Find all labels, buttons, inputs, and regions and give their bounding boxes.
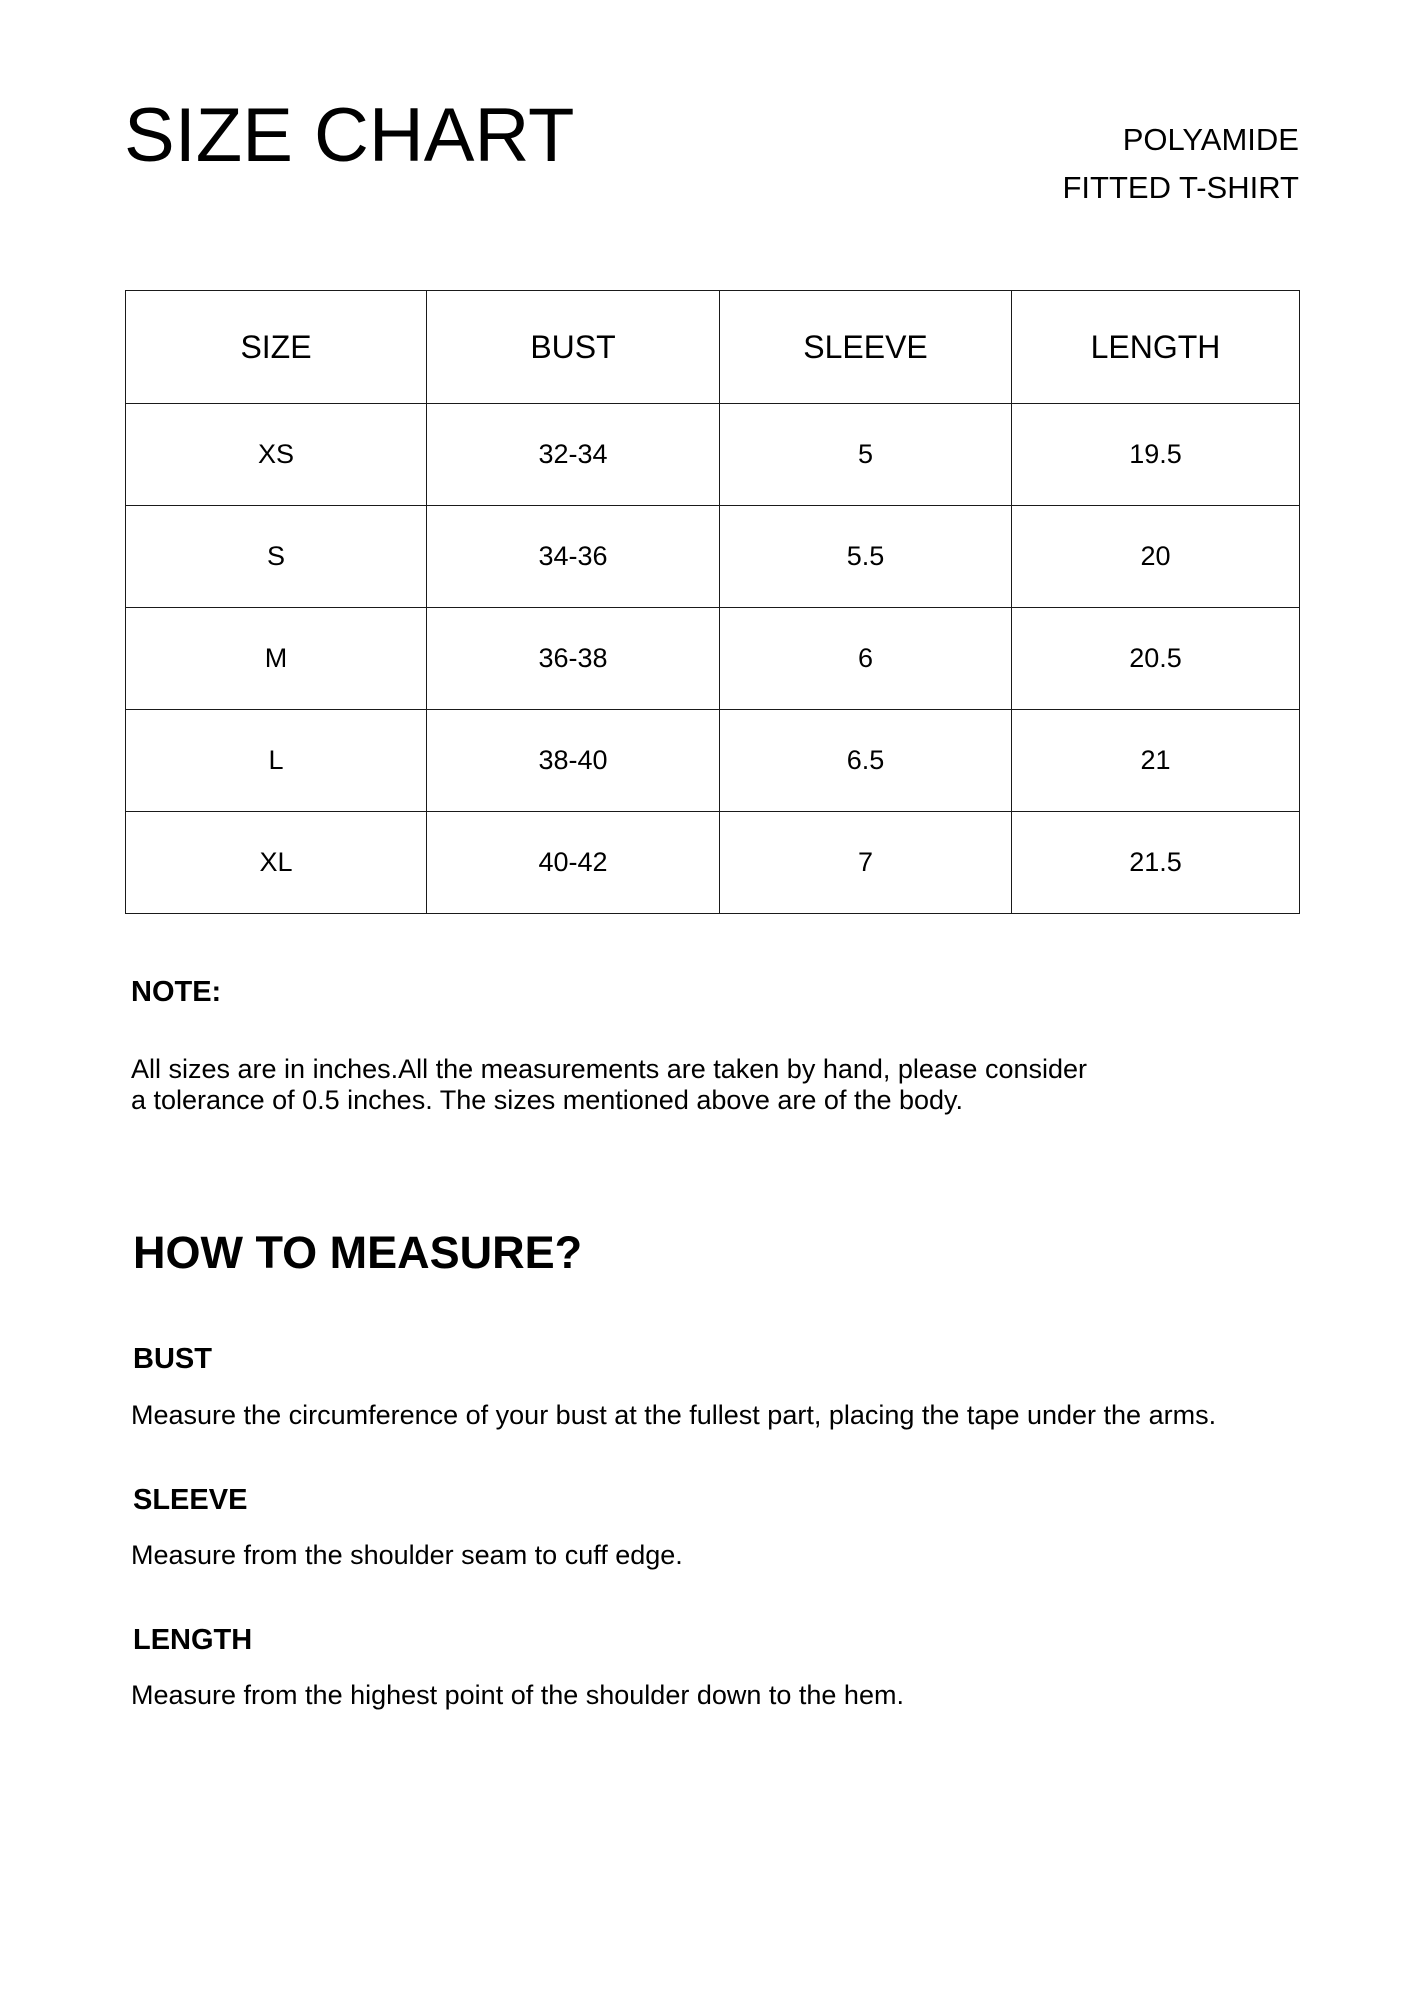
note-label: NOTE: (131, 976, 222, 1008)
cell-size: XS (126, 404, 427, 506)
bust-heading: BUST (133, 1343, 212, 1375)
page-title: SIZE CHART (124, 93, 575, 178)
table-header-row (126, 291, 1300, 404)
cell-size: M (126, 608, 427, 710)
cell-size: XL (126, 812, 427, 914)
column-header-length: LENGTH (1012, 291, 1300, 404)
cell-bust: 40-42 (427, 812, 720, 914)
cell-sleeve: 5.5 (720, 506, 1012, 608)
length-heading: LENGTH (133, 1624, 253, 1656)
cell-length: 19.5 (1012, 404, 1300, 506)
cell-length: 21 (1012, 710, 1300, 812)
column-header-bust: BUST (427, 291, 720, 404)
product-material: POLYAMIDE (1122, 122, 1299, 157)
table-row (126, 710, 1300, 812)
column-header-size: SIZE (126, 291, 427, 404)
product-name (1062, 116, 1299, 212)
cell-size: S (126, 506, 427, 608)
sleeve-instructions: Measure from the shoulder seam to cuff edge. (131, 1540, 683, 1570)
column-header-sleeve: SLEEVE (720, 291, 1012, 404)
cell-sleeve: 7 (720, 812, 1012, 914)
note-text (131, 1054, 1211, 1116)
cell-sleeve: 6.5 (720, 710, 1012, 812)
how-to-measure-heading: HOW TO MEASURE? (133, 1227, 583, 1278)
note-line-1: All sizes are in inches.All the measurements are taken by hand, please consider (131, 1054, 1088, 1084)
cell-length: 20.5 (1012, 608, 1300, 710)
bust-instructions: Measure the circumference of your bust at the fullest part, placing the tape under the arms. (131, 1400, 1217, 1430)
size-table (125, 290, 1300, 914)
cell-bust: 34-36 (427, 506, 720, 608)
length-instructions: Measure from the highest point of the shoulder down to the hem. (131, 1680, 904, 1710)
table-row (126, 404, 1300, 506)
cell-sleeve: 6 (720, 608, 1012, 710)
sleeve-heading: SLEEVE (133, 1484, 248, 1516)
cell-size: L (126, 710, 427, 812)
cell-bust: 32-34 (427, 404, 720, 506)
cell-length: 21.5 (1012, 812, 1300, 914)
cell-length: 20 (1012, 506, 1300, 608)
cell-sleeve: 5 (720, 404, 1012, 506)
product-type: FITTED T-SHIRT (1062, 170, 1299, 205)
cell-bust: 36-38 (427, 608, 720, 710)
table-row (126, 506, 1300, 608)
cell-bust: 38-40 (427, 710, 720, 812)
note-line-2: a tolerance of 0.5 inches. The sizes mentioned above are of the body. (131, 1085, 964, 1115)
table-row (126, 812, 1300, 914)
table-row (126, 608, 1300, 710)
